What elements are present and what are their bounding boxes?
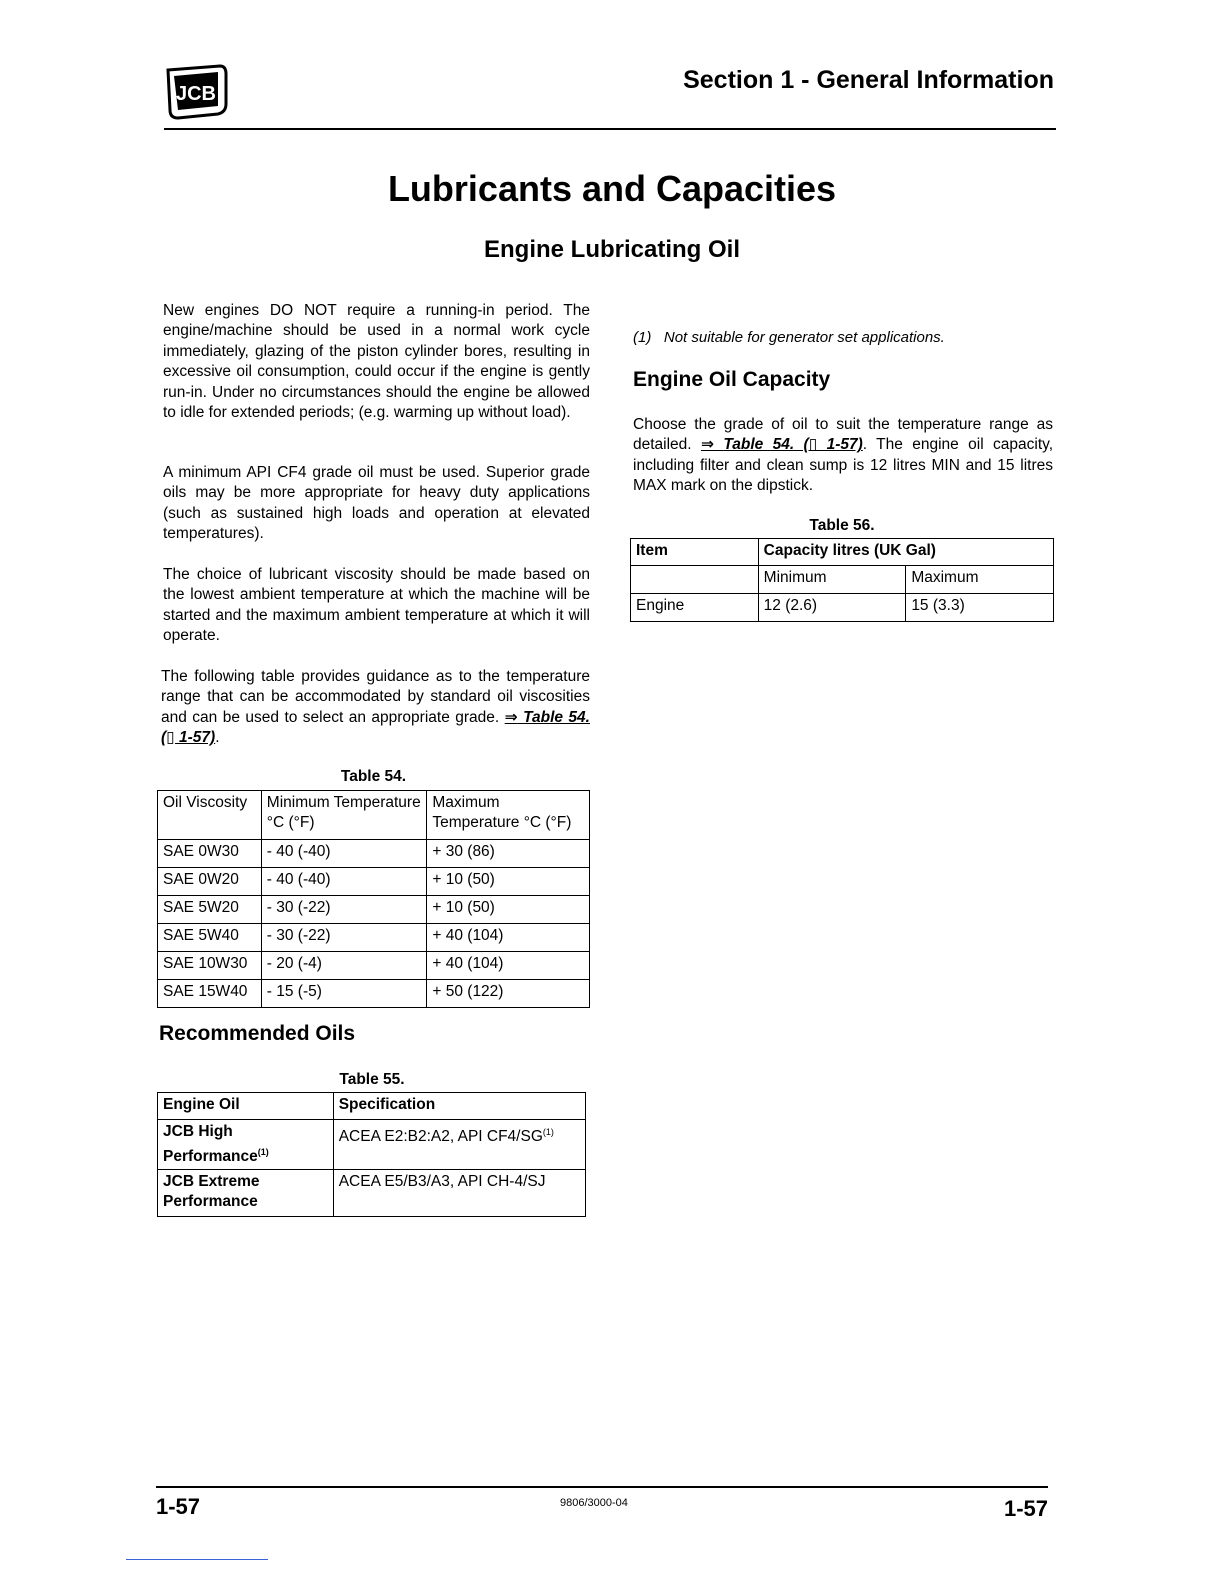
cell: - 40 (-40): [261, 840, 427, 868]
document-number: 9806/3000-04: [560, 1497, 628, 1509]
table-row: [158, 924, 590, 952]
cell: SAE 0W20: [158, 868, 262, 896]
period: .: [215, 729, 220, 747]
guidance-text: The following table provides guidance as to the temperature range that can be accommodated by standard oil viscosities and can be used to select an appropriate grade.: [161, 668, 590, 726]
table-header-row: [158, 791, 590, 840]
logo-text: JCB: [175, 83, 217, 105]
table-row: [158, 980, 590, 1008]
footnote-number: (1): [633, 329, 652, 346]
cell: SAE 15W40: [158, 980, 262, 1008]
page-title: Lubricants and Capacities: [387, 168, 837, 209]
cell: + 30 (86): [427, 840, 590, 868]
page-number-right: 1-57: [1003, 1496, 1048, 1521]
header-item: Item: [631, 539, 759, 566]
arrow-icon: ⇒: [700, 436, 714, 454]
link-underline: [126, 1559, 268, 1560]
cell: SAE 5W20: [158, 896, 262, 924]
cell: + 50 (122): [427, 980, 590, 1008]
cell: [158, 1120, 334, 1170]
spec-text: ACEA E2:B2:A2, API CF4/SG: [338, 1128, 543, 1146]
table-54-link-text: Table 54. (▯ 1-57): [161, 708, 590, 747]
cell: - 30 (-22): [261, 924, 427, 952]
cell: ACEA E5/B3/A3, API CH-4/SJ: [333, 1170, 585, 1217]
header-minimum: Minimum: [758, 566, 906, 594]
header-specification: Specification: [333, 1093, 585, 1120]
capacity-text-end: . The engine oil capacity, including filter and clean sump is 12 litres MIN and 15 litres MAX mark on the dipstick.: [633, 436, 1054, 495]
footnote-mark: (1): [542, 1127, 554, 1137]
table-54-link-text: Table 54. (▯ 1-57): [723, 436, 863, 454]
section-title: Section 1 - General Information: [683, 66, 1054, 94]
table-row: [158, 1120, 586, 1170]
table-header-row: [631, 539, 1054, 566]
paragraph-table-guidance: [161, 667, 590, 749]
table-56: [630, 538, 1054, 622]
capacity-text-start: Choose the grade of oil to suit the temperature range as detailed.: [633, 416, 1053, 454]
cell: + 10 (50): [427, 896, 590, 924]
cell: SAE 0W30: [158, 840, 262, 868]
table-54: [157, 790, 590, 1008]
table-56-caption: Table 56.: [809, 517, 875, 534]
cell: + 40 (104): [427, 924, 590, 952]
footer-divider: [156, 1486, 1048, 1488]
table-55-caption: Table 55.: [339, 1071, 405, 1088]
cell: SAE 10W30: [158, 952, 262, 980]
engine-oil-capacity-heading: Engine Oil Capacity: [633, 368, 831, 391]
footnote-text: Not suitable for generator set applications.: [663, 329, 945, 346]
arrow-icon: ⇒: [504, 708, 518, 726]
page-subtitle: Engine Lubricating Oil: [483, 236, 740, 263]
footnote-mark: (1): [257, 1147, 269, 1157]
table-54-link-right[interactable]: [701, 436, 863, 453]
cell: JCB Extreme Performance: [158, 1170, 334, 1217]
paragraph-viscosity-choice: The choice of lubricant viscosity should be made based on the lowest ambient temperature at which the machine will be started and the maximum ambient temperature at which it will operate.: [163, 566, 590, 645]
oil-name: JCB High Performance: [163, 1123, 258, 1166]
header-capacity: Capacity litres (UK Gal): [758, 539, 1053, 566]
header-divider: [164, 128, 1056, 130]
table-55: [157, 1092, 586, 1217]
table-row: [158, 840, 590, 868]
table-54-caption: Table 54.: [340, 768, 407, 785]
cell: SAE 5W40: [158, 924, 262, 952]
table-row: [158, 896, 590, 924]
header-engine-oil: Engine Oil: [158, 1093, 334, 1120]
paragraph-capacity: [633, 415, 1053, 497]
paragraph-running-in: New engines DO NOT require a running-in period. The engine/machine should be used in a normal work cycle immediately, glazing of the piston cylinder bores, resulting in excessive oil consumption, could occur if the engine is gently run-in. Under no circumstances should the engine be allowed to idle for extended periods; (e.g. warming up without load).: [163, 302, 590, 422]
cell: - 40 (-40): [261, 868, 427, 896]
table-header-row: [158, 1093, 586, 1120]
paragraph-minimum-grade: A minimum API CF4 grade oil must be used. Superior grade oils may be more appropriate for heavy duty applications (such as sustained high loads and operation at elevated temperatures).: [163, 464, 590, 543]
page-number-left: 1-57: [156, 1494, 201, 1519]
table-row: [631, 594, 1054, 622]
table-row: [158, 1170, 586, 1217]
cell: - 20 (-4): [261, 952, 427, 980]
empty-cell: [631, 566, 759, 594]
footnote: [633, 329, 945, 346]
cell: + 40 (104): [427, 952, 590, 980]
cell: [333, 1120, 585, 1170]
cell: + 10 (50): [427, 868, 590, 896]
header-oil-viscosity: Oil Viscosity: [158, 791, 262, 840]
header-min-temp: Minimum Temperature °C (°F): [261, 791, 427, 840]
header-max-temp: Maximum Temperature °C (°F): [427, 791, 590, 840]
cell: - 15 (-5): [261, 980, 427, 1008]
table-subheader-row: [631, 566, 1054, 594]
cell: 12 (2.6): [758, 594, 906, 622]
recommended-oils-heading: Recommended Oils: [159, 1022, 356, 1045]
cell: Engine: [631, 594, 759, 622]
cell: - 30 (-22): [261, 896, 427, 924]
cell: 15 (3.3): [906, 594, 1054, 622]
header-maximum: Maximum: [906, 566, 1054, 594]
jcb-logo: [164, 64, 230, 120]
table-row: [158, 952, 590, 980]
table-row: [158, 868, 590, 896]
